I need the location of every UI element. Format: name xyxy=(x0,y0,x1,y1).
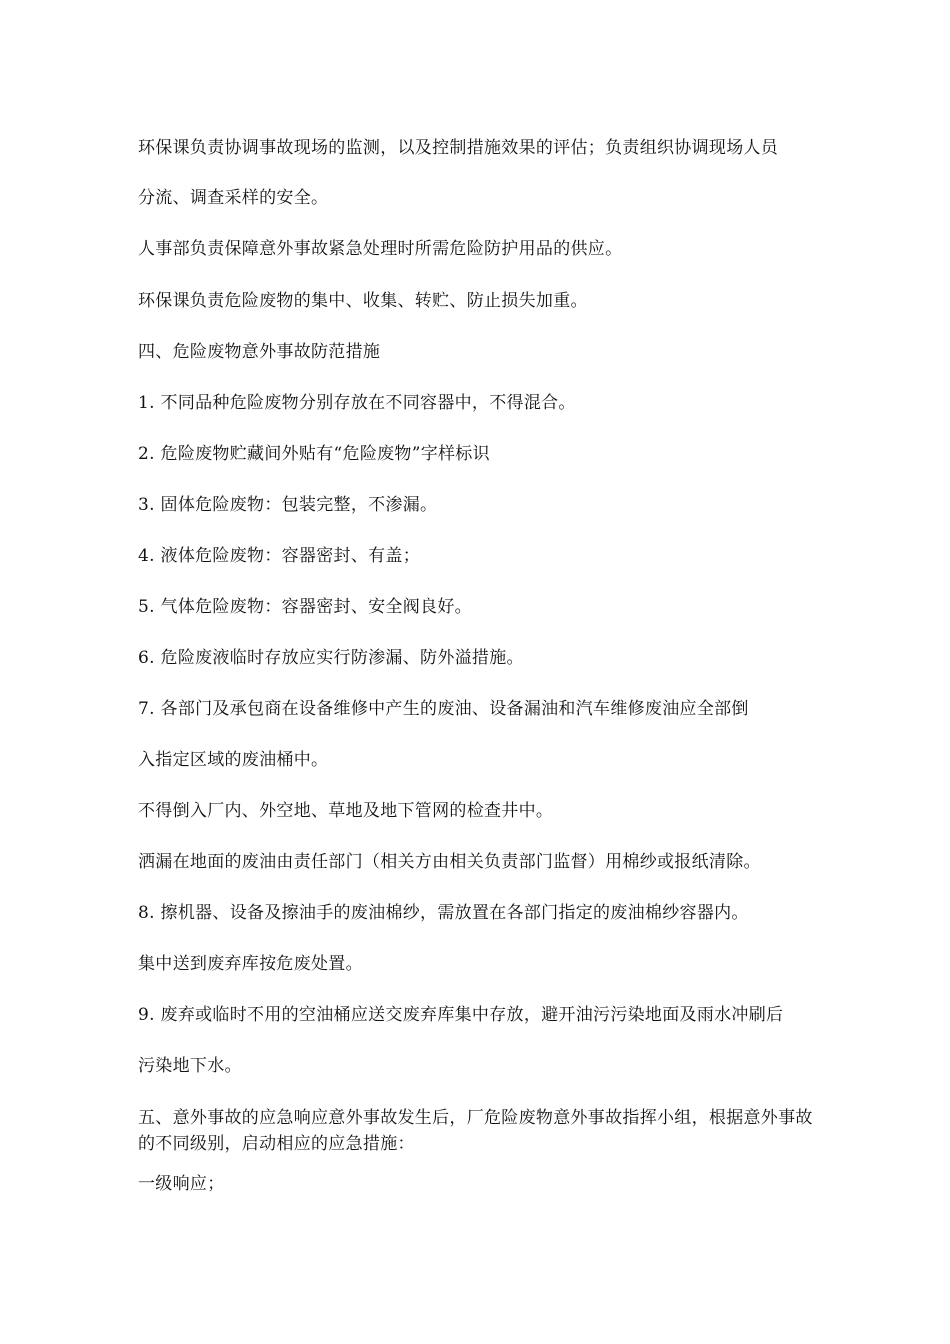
list-item: 9. 废弃或临时不用的空油桶应送交废弃库集中存放，避开油污污染地面及雨水冲刷后 xyxy=(138,1005,784,1025)
list-item: 2. 危险废物贮藏间外贴有“危险废物”字样标识 xyxy=(138,444,490,464)
section-heading: 四、危险废物意外事故防范措施 xyxy=(138,342,381,362)
paragraph-line: 环保课负责协调事故现场的监测，以及控制措施效果的评估；负责组织协调现场人员 xyxy=(138,138,779,158)
list-item: 3. 固体危险废物：包装完整，不渗漏。 xyxy=(138,495,438,515)
list-item: 7. 各部门及承包商在设备维修中产生的废油、设备漏油和汽车维修废油应全部倒 xyxy=(138,699,749,719)
paragraph-line: 洒漏在地面的废油由责任部门（相关方由相关负责部门监督）用棉纱或报纸清除。 xyxy=(138,852,761,872)
list-item: 6. 危险废液临时存放应实行防渗漏、防外溢措施。 xyxy=(138,648,524,668)
list-item: 4. 液体危险废物：容器密封、有盖； xyxy=(138,546,421,566)
paragraph-line: 一级响应； xyxy=(138,1174,225,1194)
paragraph-line: 入指定区域的废油桶中。 xyxy=(138,750,329,770)
paragraph-line: 集中送到废弃库按危废处置。 xyxy=(138,954,363,974)
list-item: 8. 擦机器、设备及擦油手的废油棉纱，需放置在各部门指定的废油棉纱容器内。 xyxy=(138,903,749,923)
section-heading: 五、意外事故的应急响应意外事故发生后，厂危险废物意外事故指挥小组，根据意外事故的不同级别，启动相应的应急措施： xyxy=(138,1108,813,1154)
paragraph-line: 环保课负责危险废物的集中、收集、转贮、防止损失加重。 xyxy=(138,291,588,311)
paragraph-line: 污染地下水。 xyxy=(138,1056,242,1076)
list-item: 1. 不同品种危险废物分别存放在不同容器中，不得混合。 xyxy=(138,393,576,413)
paragraph-line: 不得倒入厂内、外空地、草地及地下管网的检查井中。 xyxy=(138,801,554,821)
list-item: 5. 气体危险废物：容器密封、安全阀良好。 xyxy=(138,597,472,617)
paragraph-line: 分流、调查采样的安全。 xyxy=(138,188,329,208)
paragraph-line: 人事部负责保障意外事故紧急处理时所需危险防护用品的供应。 xyxy=(138,239,623,259)
